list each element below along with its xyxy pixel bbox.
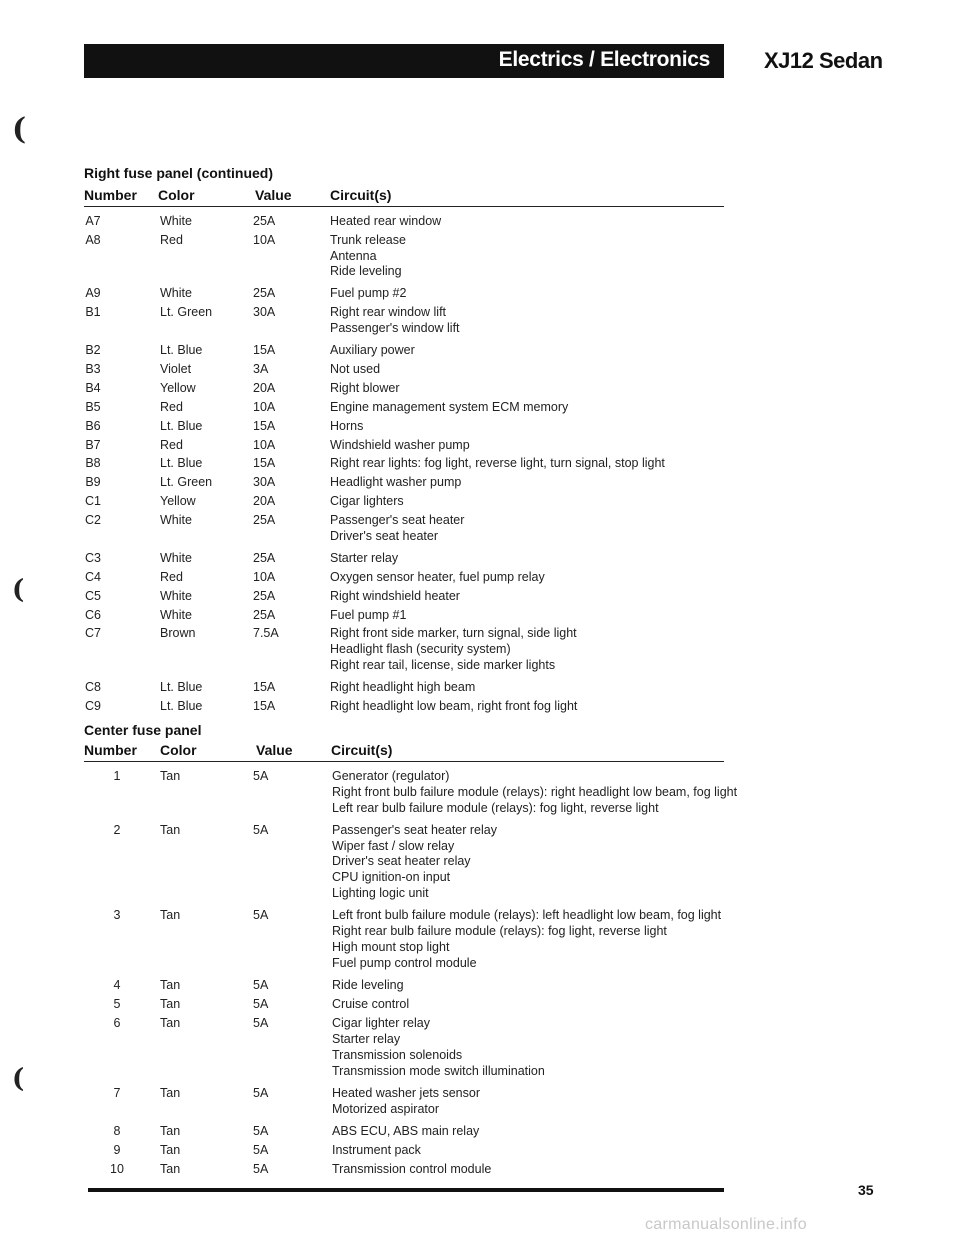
circuit-line: Ride leveling: [330, 264, 402, 279]
fuse-number: A8: [85, 232, 101, 247]
watermark: carmanualsonline.info: [645, 1216, 807, 1233]
fuse-value: 25A: [253, 550, 276, 565]
fuse-color: Red: [160, 232, 183, 247]
circuit-line: Auxiliary power: [330, 343, 415, 357]
fuse-color: Lt. Blue: [160, 343, 203, 357]
fuse-circuits: [330, 699, 577, 715]
fuse-number: B3: [85, 361, 101, 376]
fuse-value: 3A: [253, 361, 269, 376]
circuit-line: Passenger's seat heater: [330, 513, 465, 528]
header-rule: [84, 206, 724, 207]
circuit-line: Heated rear window: [330, 214, 442, 228]
fuse-number: C1: [85, 494, 101, 509]
fuse-circuits: [330, 551, 398, 567]
fuse-number: C8: [85, 679, 101, 694]
fuse-circuits: [330, 419, 363, 435]
circuit-line: Right rear lights: fog light, reverse light, turn signal, stop light: [330, 456, 665, 471]
fuse-number: B1: [85, 305, 101, 320]
fuse-value: 10A: [253, 399, 276, 414]
circuit-line: Instrument pack: [332, 1143, 421, 1157]
circuit-line: Passenger's seat heater relay: [332, 822, 497, 837]
circuit-line: Right headlight high beam: [330, 679, 476, 694]
fuse-color: Lt. Blue: [160, 679, 203, 694]
fuse-color: Violet: [160, 361, 192, 376]
fuse-number: B6: [85, 418, 101, 433]
fuse-circuits: [330, 362, 380, 378]
col-color-header: Color: [158, 187, 195, 203]
circuit-line: Cigar lighter relay: [332, 1016, 430, 1031]
fuse-color: Lt. Green: [160, 305, 213, 320]
binding-mark-icon: (: [12, 575, 25, 605]
fuse-circuits: [332, 997, 409, 1013]
fuse-circuits: [332, 1124, 479, 1140]
fuse-circuits: [330, 570, 545, 586]
fuse-value: 30A: [253, 305, 276, 320]
fuse-circuits: [330, 494, 404, 510]
fuse-value: 15A: [253, 418, 276, 433]
col-value-header: Value: [256, 742, 293, 758]
col-number-header: Number: [84, 742, 137, 758]
fuse-value: 20A: [253, 494, 276, 509]
fuse-number: 9: [113, 1143, 121, 1157]
circuit-line: Wiper fast / slow relay: [332, 838, 455, 853]
fuse-number: B7: [85, 437, 101, 452]
fuse-circuits: [330, 626, 577, 673]
circuit-line: Right rear bulb failure module (relays): fog light, reverse light: [332, 923, 667, 938]
circuit-line: Not used: [330, 361, 381, 376]
fuse-circuits: [330, 475, 461, 491]
circuit-line: Trunk release: [330, 232, 406, 247]
fuse-circuits: [330, 456, 665, 472]
fuse-value: 25A: [253, 214, 276, 228]
fuse-circuits: [330, 305, 460, 337]
fuse-circuits: [330, 589, 460, 605]
fuse-color: White: [160, 550, 192, 565]
fuse-color: Red: [160, 437, 183, 452]
circuit-line: Engine management system ECM memory: [330, 399, 569, 414]
fuse-circuits: [330, 233, 406, 280]
fuse-color: Lt. Blue: [160, 698, 203, 713]
fuse-color: Tan: [160, 769, 181, 783]
fuse-value: 25A: [253, 513, 276, 528]
fuse-number: 3: [113, 908, 121, 923]
fuse-color: Tan: [160, 977, 181, 992]
circuit-line: ABS ECU, ABS main relay: [332, 1123, 480, 1138]
col-color-header: Color: [160, 742, 197, 758]
circuit-line: Motorized aspirator: [332, 1101, 439, 1116]
fuse-number: 5: [113, 997, 121, 1011]
fuse-circuits: [330, 286, 406, 302]
circuit-line: Ride leveling: [332, 977, 404, 992]
fuse-color: Tan: [160, 1085, 181, 1100]
circuit-line: Lighting logic unit: [332, 885, 429, 900]
circuit-line: Generator (regulator): [332, 769, 450, 783]
col-number-header: Number: [84, 187, 137, 203]
fuse-number: C2: [85, 513, 101, 528]
fuse-value: 5A: [253, 1143, 269, 1157]
fuse-color: Lt. Blue: [160, 456, 203, 471]
fuse-color: Brown: [160, 626, 196, 641]
fuse-number: C4: [85, 569, 101, 584]
fuse-number: 7: [113, 1085, 121, 1100]
fuse-circuits: [330, 513, 464, 545]
fuse-value: 5A: [253, 1085, 269, 1100]
circuit-line: Passenger's window lift: [330, 321, 460, 336]
fuse-circuits: [332, 823, 497, 902]
fuse-number: 2: [113, 822, 121, 837]
circuit-line: Starter relay: [330, 550, 399, 565]
fuse-color: Red: [160, 569, 183, 584]
binding-mark-icon: (: [12, 112, 27, 147]
circuit-line: Left rear bulb failure module (relays): fog light, reverse light: [332, 800, 659, 815]
fuse-value: 5A: [253, 908, 269, 923]
fuse-circuits: [330, 214, 441, 230]
fuse-color: White: [160, 588, 192, 603]
fuse-circuits: [330, 680, 475, 696]
fuse-value: 10A: [253, 232, 276, 247]
col-value-header: Value: [255, 187, 292, 203]
fuse-number: B8: [85, 456, 101, 471]
fuse-number: C7: [85, 626, 101, 641]
fuse-circuits: [332, 769, 737, 816]
fuse-number: A7: [85, 214, 101, 228]
circuit-line: Headlight flash (security system): [330, 642, 511, 657]
fuse-value: 20A: [253, 380, 276, 395]
fuse-number: C3: [85, 550, 101, 565]
header-rule: [84, 761, 724, 762]
fuse-number: B2: [85, 343, 101, 357]
circuit-line: Right rear window lift: [330, 305, 447, 320]
circuit-line: Transmission control module: [332, 1162, 492, 1177]
fuse-number: A9: [85, 286, 101, 301]
circuit-line: Transmission solenoids: [332, 1047, 463, 1062]
circuit-line: Windshield washer pump: [330, 437, 470, 452]
fuse-circuits: [330, 438, 470, 454]
fuse-color: Tan: [160, 908, 181, 923]
fuse-color: Tan: [160, 1123, 181, 1138]
circuit-line: High mount stop light: [332, 939, 450, 954]
fuse-value: 5A: [253, 977, 269, 992]
fuse-value: 15A: [253, 679, 276, 694]
circuit-line: Cruise control: [332, 997, 410, 1011]
fuse-circuits: [330, 343, 415, 359]
fuse-circuits: [332, 908, 721, 971]
circuit-line: Right rear tail, license, side marker lights: [330, 657, 556, 672]
fuse-color: Lt. Blue: [160, 418, 203, 433]
right-panel-title: Right fuse panel (continued): [84, 165, 273, 181]
fuse-number: C6: [85, 607, 101, 622]
circuit-line: Right windshield heater: [330, 588, 460, 603]
circuit-line: Driver's seat heater: [330, 528, 438, 543]
fuse-value: 5A: [253, 822, 269, 837]
fuse-color: White: [160, 513, 192, 528]
fuse-number: 4: [113, 977, 121, 992]
circuit-line: Oxygen sensor heater, fuel pump relay: [330, 569, 545, 584]
fuse-color: Tan: [160, 1162, 181, 1177]
fuse-value: 10A: [253, 569, 276, 584]
fuse-value: 5A: [253, 769, 269, 783]
circuit-line: Fuel pump control module: [332, 955, 477, 970]
fuse-circuits: [330, 381, 399, 397]
fuse-number: 10: [110, 1162, 124, 1177]
fuse-value: 5A: [253, 1162, 269, 1177]
fuse-number: B9: [85, 475, 101, 490]
center-panel-title: Center fuse panel: [84, 722, 202, 738]
fuse-color: Lt. Green: [160, 475, 213, 490]
circuit-line: CPU ignition-on input: [332, 870, 451, 885]
circuit-line: Right front side marker, turn signal, side light: [330, 626, 577, 641]
fuse-color: White: [160, 214, 192, 228]
fuse-number: 1: [113, 769, 121, 783]
fuse-number: C5: [85, 588, 101, 603]
fuse-color: White: [160, 607, 192, 622]
footer-rule: [88, 1188, 724, 1192]
fuse-value: 10A: [253, 437, 276, 452]
circuit-line: Antenna: [330, 248, 377, 263]
circuit-line: Heated washer jets sensor: [332, 1085, 480, 1100]
circuit-line: Left front bulb failure module (relays): left headlight low beam, fog light: [332, 908, 722, 923]
fuse-value: 15A: [253, 343, 276, 357]
fuse-color: Tan: [160, 1143, 181, 1157]
header-bar: [84, 44, 724, 78]
binding-mark-icon: (: [12, 1064, 25, 1094]
fuse-color: Tan: [160, 997, 181, 1011]
page-number: 35: [858, 1182, 874, 1198]
circuit-line: Horns: [330, 418, 364, 433]
fuse-number: B4: [85, 380, 101, 395]
fuse-color: Yellow: [160, 494, 196, 509]
circuit-line: Transmission mode switch illumination: [332, 1063, 545, 1078]
circuit-line: Fuel pump #1: [330, 607, 407, 622]
circuit-line: Right headlight low beam, right front fog light: [330, 698, 578, 713]
section-title-banner: Electrics / Electronics: [495, 48, 714, 72]
fuse-circuits: [332, 1162, 491, 1178]
circuit-line: Right front bulb failure module (relays): right headlight low beam, fog light: [332, 784, 738, 799]
fuse-value: 25A: [253, 588, 276, 603]
circuit-line: Fuel pump #2: [330, 286, 407, 301]
fuse-value: 25A: [253, 286, 276, 301]
fuse-value: 25A: [253, 607, 276, 622]
fuse-number: C9: [85, 698, 101, 713]
fuse-value: 5A: [253, 1016, 269, 1031]
fuse-color: Tan: [160, 1016, 181, 1031]
fuse-circuits: [332, 978, 404, 994]
fuse-number: 8: [113, 1123, 121, 1138]
circuit-line: Headlight washer pump: [330, 475, 462, 490]
col-circuits-header: Circuit(s): [331, 742, 393, 758]
circuit-line: Right blower: [330, 380, 400, 395]
fuse-circuits: [332, 1143, 421, 1159]
fuse-circuits: [330, 608, 406, 624]
circuit-line: Cigar lighters: [330, 494, 404, 509]
fuse-color: Yellow: [160, 380, 196, 395]
fuse-value: 5A: [253, 997, 269, 1011]
col-circuits-header: Circuit(s): [330, 187, 392, 203]
fuse-number: 6: [113, 1016, 121, 1031]
fuse-value: 30A: [253, 475, 276, 490]
circuit-line: Driver's seat heater relay: [332, 854, 471, 869]
fuse-color: Tan: [160, 822, 181, 837]
fuse-value: 15A: [253, 456, 276, 471]
fuse-value: 15A: [253, 698, 276, 713]
fuse-color: Red: [160, 399, 183, 414]
circuit-line: Starter relay: [332, 1031, 401, 1046]
fuse-circuits: [332, 1016, 545, 1079]
fuse-circuits: [330, 400, 568, 416]
fuse-color: White: [160, 286, 192, 301]
fuse-value: 7.5A: [253, 626, 279, 641]
fuse-number: B5: [85, 399, 101, 414]
fuse-value: 5A: [253, 1123, 269, 1138]
model-title: XJ12 Sedan: [764, 48, 883, 73]
fuse-circuits: [332, 1086, 480, 1118]
